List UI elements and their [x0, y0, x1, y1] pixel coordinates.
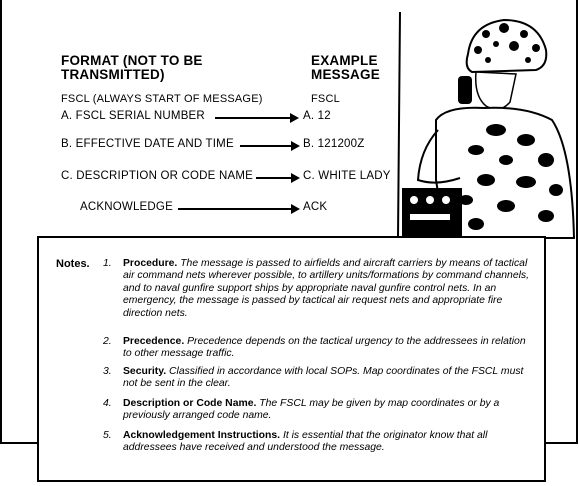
fscl-start-line: FSCL (ALWAYS START OF MESSAGE) [61, 93, 263, 105]
row-b-example: B. 121200Z [303, 138, 365, 150]
note-text: The message is passed to airfields and aircraft carriers by means of tactical air command nets wherever possible, to artillery units/formations by command channels, and to naval gunfire support ships by appropriate naval gunfire control nets. In an emergency, the message is passed by tactical air request nets and appropriate fire direction nets. [123, 258, 529, 319]
note-title: Acknowledgement Instructions. [123, 430, 281, 441]
example-header: EXAMPLE MESSAGE [311, 53, 380, 82]
notes-box [37, 236, 546, 482]
soldier-radio-illustration [376, 10, 576, 240]
row-a-label: A. FSCL SERIAL NUMBER [61, 110, 205, 122]
note-text: The FSCL may be given by map coordinates or by a previously arranged code name. [123, 398, 500, 422]
row-a-example: A. 12 [303, 110, 331, 122]
note-title: Security. [123, 366, 167, 377]
format-header: FORMAT (NOT TO BE TRANSMITTED) [61, 53, 203, 82]
row-c-example: C. WHITE LADY [303, 170, 391, 182]
note-1 [103, 258, 535, 348]
ack-label: ACKNOWLEDGE [80, 201, 173, 213]
note-number: 5. [103, 430, 112, 441]
fscl-example: FSCL [311, 93, 340, 105]
note-text: Classified in accordance with local SOPs. Map coordinates of the FSCL must not be sent in the clear. [123, 366, 524, 390]
note-title: Procedure. [123, 258, 178, 269]
note-3 [103, 366, 535, 396]
ack-arrow [178, 208, 292, 210]
note-number: 1. [103, 258, 112, 269]
note-number: 2. [103, 336, 112, 347]
note-2 [103, 336, 535, 366]
note-4 [103, 398, 535, 428]
row-a-arrow [215, 117, 291, 119]
note-5 [103, 430, 535, 460]
note-text: Precedence depends on the tactical urgency to the addressees in relation to other message traffic. [123, 336, 526, 360]
note-number: 4. [103, 398, 112, 409]
row-b-arrow [240, 145, 292, 147]
row-c-arrow [256, 177, 292, 179]
note-title: Precedence. [123, 336, 185, 347]
note-text: It is essential that the originator know that all addressees have received and understood the message. [123, 430, 488, 454]
note-title: Description or Code Name. [123, 398, 257, 409]
row-b-label: B. EFFECTIVE DATE AND TIME [61, 138, 234, 150]
row-c-label: C. DESCRIPTION OR CODE NAME [61, 170, 253, 182]
ack-example: ACK [303, 201, 328, 213]
notes-label: Notes. [56, 258, 90, 270]
note-number: 3. [103, 366, 112, 377]
